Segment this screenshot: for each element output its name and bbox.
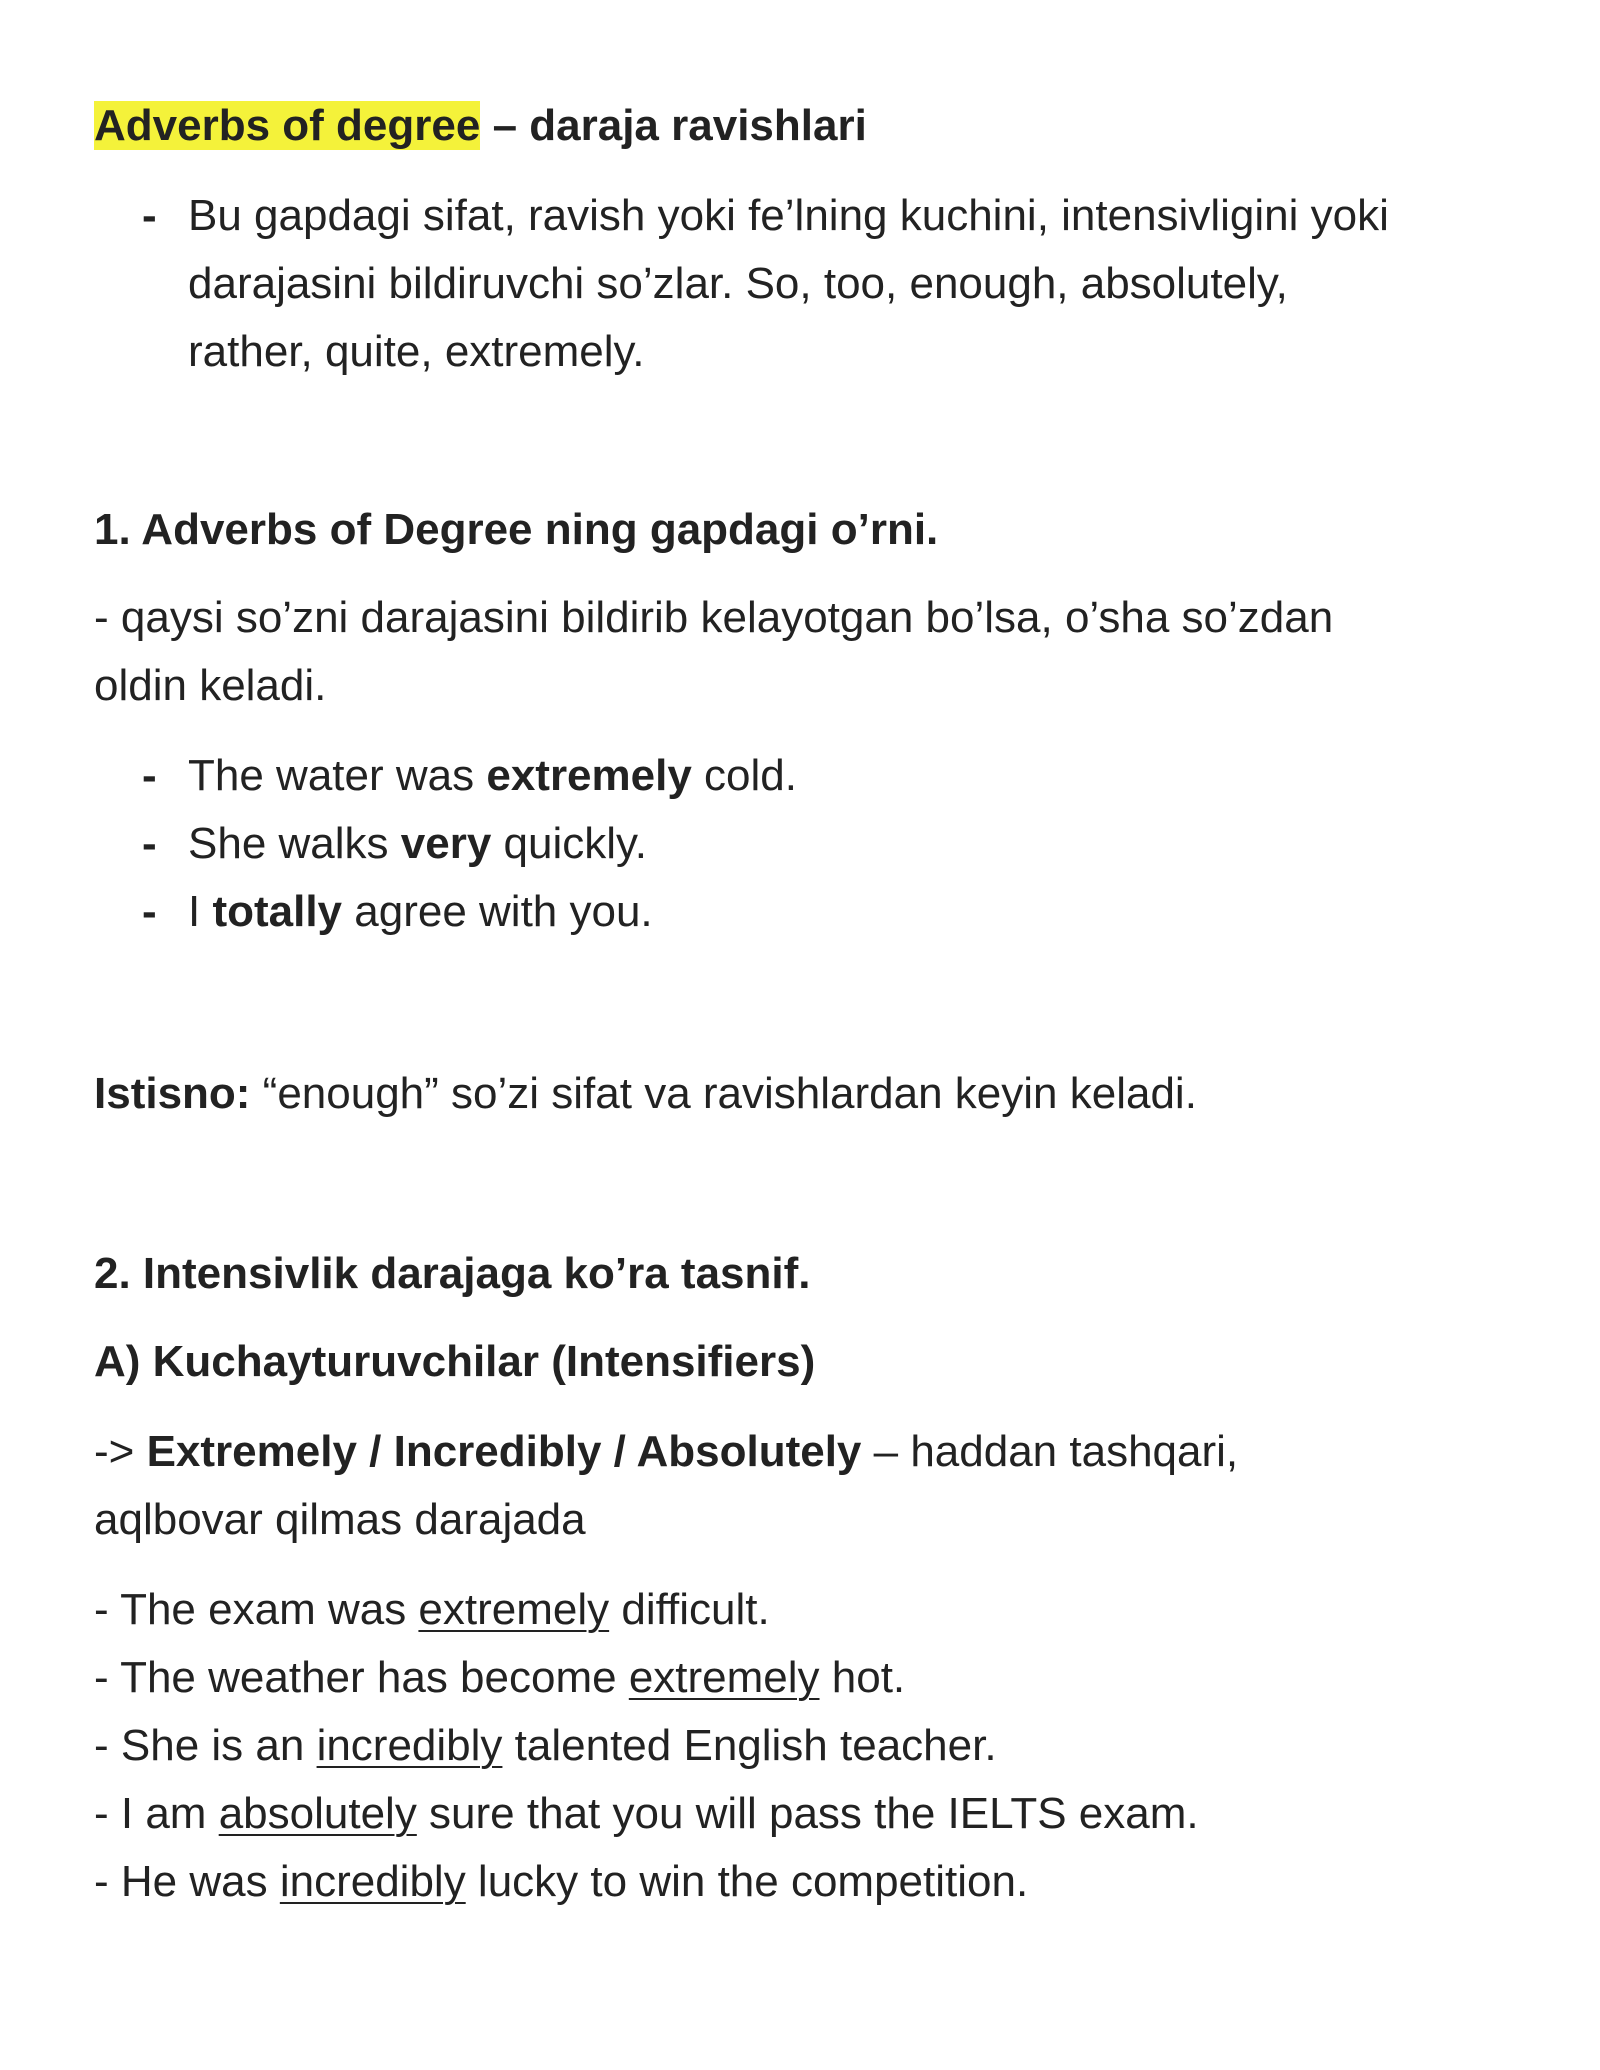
intro-dash: - (142, 191, 157, 240)
exception-note (94, 1066, 1197, 1121)
example1-dash: - (142, 751, 157, 800)
example-text: hot. (819, 1653, 906, 1702)
section1-example-3 (188, 884, 653, 939)
example2-dash: - (142, 819, 157, 868)
section2-heading: 2. Intensivlik darajaga ko’ra tasnif. (94, 1249, 811, 1298)
example-text: agree with you. (342, 887, 653, 936)
intro-line-1: Bu gapdagi sifat, ravish yoki fe’lning kuchini, intensivligini yoki (188, 191, 1389, 240)
example-text: - He was (94, 1857, 280, 1906)
exception-label: Istisno: (94, 1069, 251, 1118)
example-text: She walks (188, 819, 401, 868)
example-text: sure that you will pass the IELTS exam. (416, 1789, 1199, 1838)
example-underlined: extremely (628, 1653, 820, 1702)
example-text: - I am (94, 1789, 219, 1838)
example-underlined: incredibly (316, 1721, 503, 1770)
definition-prefix: -> (94, 1427, 147, 1476)
definition-rest: – haddan tashqari, (861, 1427, 1239, 1476)
example-text: lucky to win the competition. (465, 1857, 1029, 1906)
section2-example-5 (94, 1854, 1028, 1909)
example-text: - She is an (94, 1721, 317, 1770)
example-text: - The weather has become (94, 1653, 629, 1702)
definition-bold: Extremely / Incredibly / Absolutely (146, 1427, 862, 1476)
page-title (94, 98, 867, 153)
example-underlined: extremely (418, 1585, 610, 1634)
section1-desc-line-1: - qaysi so’zni darajasini bildirib kelayotgan bo’lsa, o’sha so’zdan (94, 593, 1334, 642)
example-underlined: incredibly (279, 1857, 466, 1906)
example-text: - The exam was (94, 1585, 419, 1634)
example-text: difficult. (609, 1585, 770, 1634)
section2-example-3 (94, 1718, 997, 1773)
title-rest: – daraja ravishlari (480, 101, 867, 150)
example-text: cold. (691, 751, 797, 800)
example-text: talented English teacher. (502, 1721, 997, 1770)
section2-subheading: A) Kuchayturuvchilar (Intensifiers) (94, 1337, 816, 1386)
example-bold: totally (212, 887, 343, 936)
example-text: quickly. (491, 819, 647, 868)
example-bold: extremely (486, 751, 692, 800)
section1-example-1 (188, 748, 797, 803)
section2-example-4 (94, 1786, 1199, 1841)
section2-example-1 (94, 1582, 770, 1637)
title-highlight: Adverbs of degree (94, 101, 481, 150)
section1-example-2 (188, 816, 647, 871)
section2-definition-line-2: aqlbovar qilmas darajada (94, 1495, 586, 1544)
example-text: The water was (188, 751, 487, 800)
example3-dash: - (142, 887, 157, 936)
section1-desc-line-2: oldin keladi. (94, 661, 327, 710)
exception-text: “enough” so’zi sifat va ravishlardan keyin keladi. (250, 1069, 1197, 1118)
intro-line-2: darajasini bildiruvchi so’zlar. So, too, enough, absolutely, (188, 259, 1288, 308)
section2-definition (94, 1424, 1238, 1479)
example-bold: very (400, 819, 492, 868)
example-text: I (188, 887, 213, 936)
intro-line-3: rather, quite, extremely. (188, 327, 645, 376)
section1-heading: 1. Adverbs of Degree ning gapdagi o’rni. (94, 505, 939, 554)
section2-example-2 (94, 1650, 905, 1705)
example-underlined: absolutely (218, 1789, 417, 1838)
